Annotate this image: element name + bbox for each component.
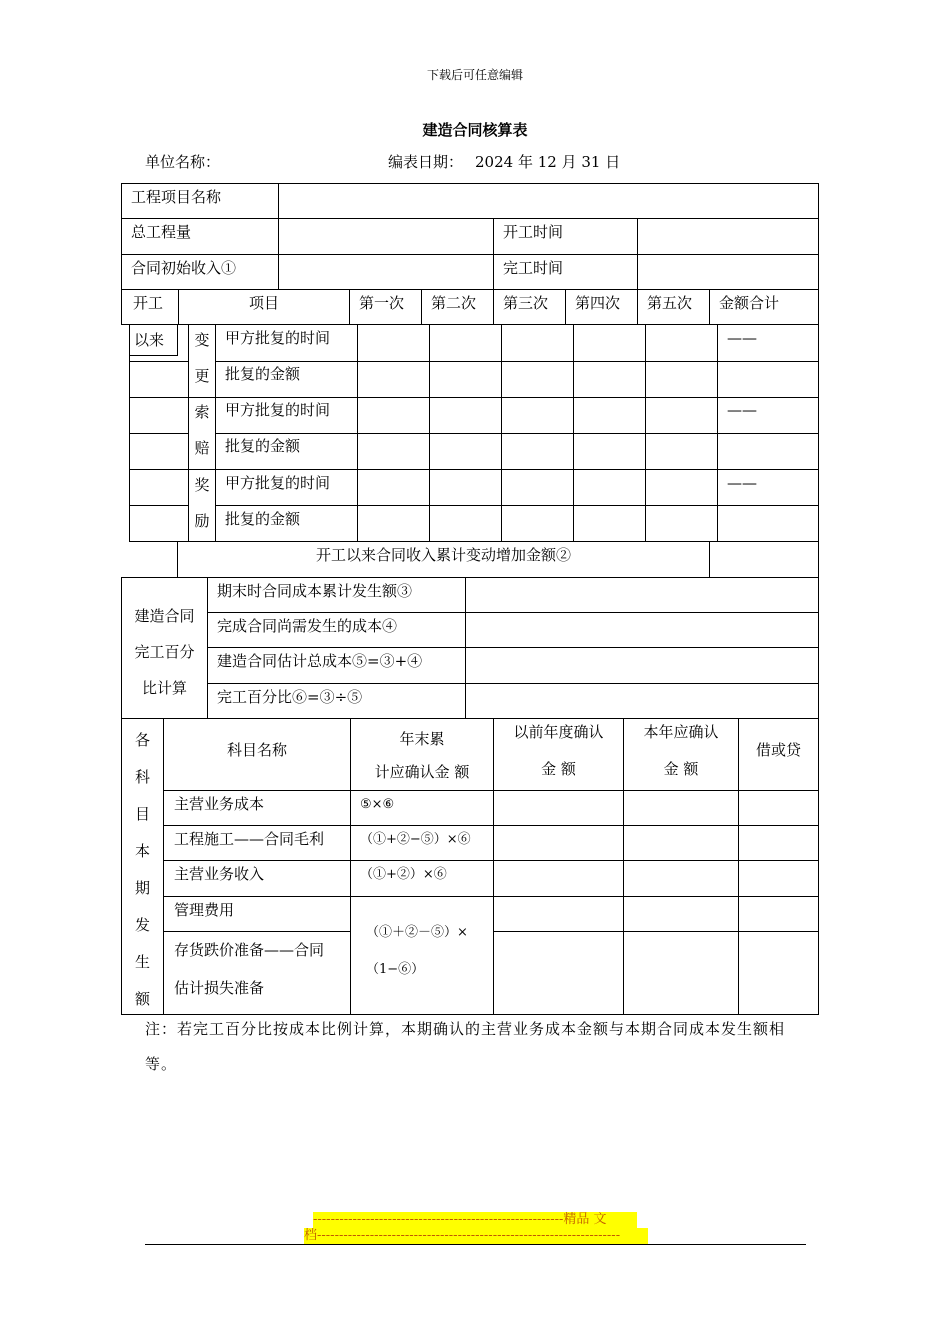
date-label: 编表日期： — [388, 153, 464, 171]
unit-name-label: 单位名称： — [145, 153, 221, 171]
vlabel-char: 期 — [134, 879, 150, 897]
change-approve-amount: 批复的金额 — [225, 365, 301, 383]
initial-revenue-label: 合同初始收入① — [131, 259, 237, 277]
col-fourth: 第四次 — [575, 294, 621, 312]
group-claim-char-2: 赔 — [194, 439, 210, 457]
col-first: 第一次 — [359, 294, 405, 312]
project-name-label: 工程项目名称 — [131, 188, 222, 206]
row-gross-profit-formula: （①+②−⑤）×⑥ — [360, 832, 471, 847]
cost-remaining-label: 完成合同尚需发生的成本④ — [217, 617, 398, 635]
vlabel-char: 生 — [134, 953, 150, 971]
current-year-header-1: 本年应确认 — [643, 723, 719, 741]
col-total: 金额合计 — [719, 294, 780, 312]
col-second: 第二次 — [431, 294, 477, 312]
footnote: 注：若完工百分比按成本比例计算，本期确认的主营业务成本金额与本期合同成本发生额相等。 — [145, 1020, 786, 1073]
current-year-header-2: 金 额 — [663, 760, 699, 778]
col-third: 第三次 — [503, 294, 549, 312]
date-value: 2024 年 12 月 31 日 — [475, 153, 621, 171]
vlabel-char: 各 — [134, 731, 150, 749]
reward-approve-amount: 批复的金额 — [225, 510, 301, 528]
since-start-label-2: 以来 — [134, 331, 165, 349]
subject-name-header: 科目名称 — [226, 741, 287, 759]
vlabel-char: 科 — [134, 768, 150, 786]
row-main-cost-name: 主营业务成本 — [174, 795, 265, 813]
claim-total-dash: —— — [727, 401, 757, 419]
vlabel-char: 发 — [134, 916, 150, 934]
group-change-char-2: 更 — [194, 367, 210, 385]
group-change-char-1: 变 — [194, 331, 210, 349]
debit-credit-header: 借或贷 — [755, 741, 801, 759]
footer-line-2: 档--------------------------------------------------------------------- — [304, 1228, 648, 1244]
page-title: 建造合同核算表 — [422, 121, 528, 139]
since-start-label-1: 开工 — [133, 294, 164, 312]
row-inventory-provision-name-1: 存货跌价准备——合同 — [174, 941, 325, 959]
header-note: 下载后可任意编辑 — [426, 68, 523, 82]
row-main-revenue-formula: （①+②）×⑥ — [360, 867, 447, 882]
cost-incurred-label: 期末时合同成本累计发生额③ — [217, 582, 413, 600]
merged-formula-2: （1−⑥） — [366, 962, 425, 977]
claim-approve-amount: 批复的金额 — [225, 437, 301, 455]
row-main-revenue-name: 主营业务收入 — [174, 865, 265, 883]
prior-year-header-1: 以前年度确认 — [513, 723, 604, 741]
completion-calc-line-2: 完工百分 — [134, 643, 195, 661]
merged-formula-1: （①＋②－⑤）× — [366, 925, 468, 940]
completion-calc-label — [122, 598, 207, 706]
start-time-label: 开工时间 — [503, 223, 564, 241]
completion-percent-label: 完工百分比⑥=③÷⑤ — [217, 688, 363, 706]
estimated-total-cost-label: 建造合同估计总成本⑤=③+④ — [217, 652, 423, 670]
prior-year-header-2: 金 额 — [541, 760, 576, 778]
claim-approve-time: 甲方批复的时间 — [225, 401, 331, 419]
change-approve-time: 甲方批复的时间 — [225, 329, 331, 347]
row-main-cost-formula: ⑤×⑥ — [360, 797, 395, 812]
cumulative-change-label: 开工以来合同收入累计变动增加金额② — [315, 546, 571, 564]
row-admin-expense-name: 管理费用 — [174, 901, 235, 919]
vlabel-char: 目 — [134, 805, 150, 823]
item-header: 项目 — [248, 294, 279, 312]
period-subject-vertical-label — [122, 722, 163, 1018]
completion-calc-line-3: 比计算 — [141, 679, 187, 697]
completion-calc-line-1: 建造合同 — [134, 607, 195, 625]
change-total-dash: —— — [727, 329, 757, 347]
finish-time-label: 完工时间 — [503, 259, 564, 277]
group-reward-char-2: 励 — [194, 512, 210, 530]
cumulative-header-2: 计应确认金 额 — [374, 763, 470, 781]
footer-line-1: ---------------------------------------------------------精品 文 — [313, 1212, 637, 1228]
vlabel-char: 本 — [134, 842, 150, 860]
vlabel-char: 额 — [134, 990, 150, 1008]
row-gross-profit-name: 工程施工——合同毛利 — [174, 830, 325, 848]
col-fifth: 第五次 — [647, 294, 693, 312]
row-inventory-provision-name-2: 估计损失准备 — [174, 979, 265, 997]
cumulative-header-1: 年末累 — [399, 730, 445, 748]
reward-approve-time: 甲方批复的时间 — [225, 474, 331, 492]
reward-total-dash: —— — [727, 474, 757, 492]
group-claim-char-1: 索 — [194, 403, 210, 421]
group-reward-char-1: 奖 — [194, 476, 210, 494]
total-work-label: 总工程量 — [131, 223, 192, 241]
